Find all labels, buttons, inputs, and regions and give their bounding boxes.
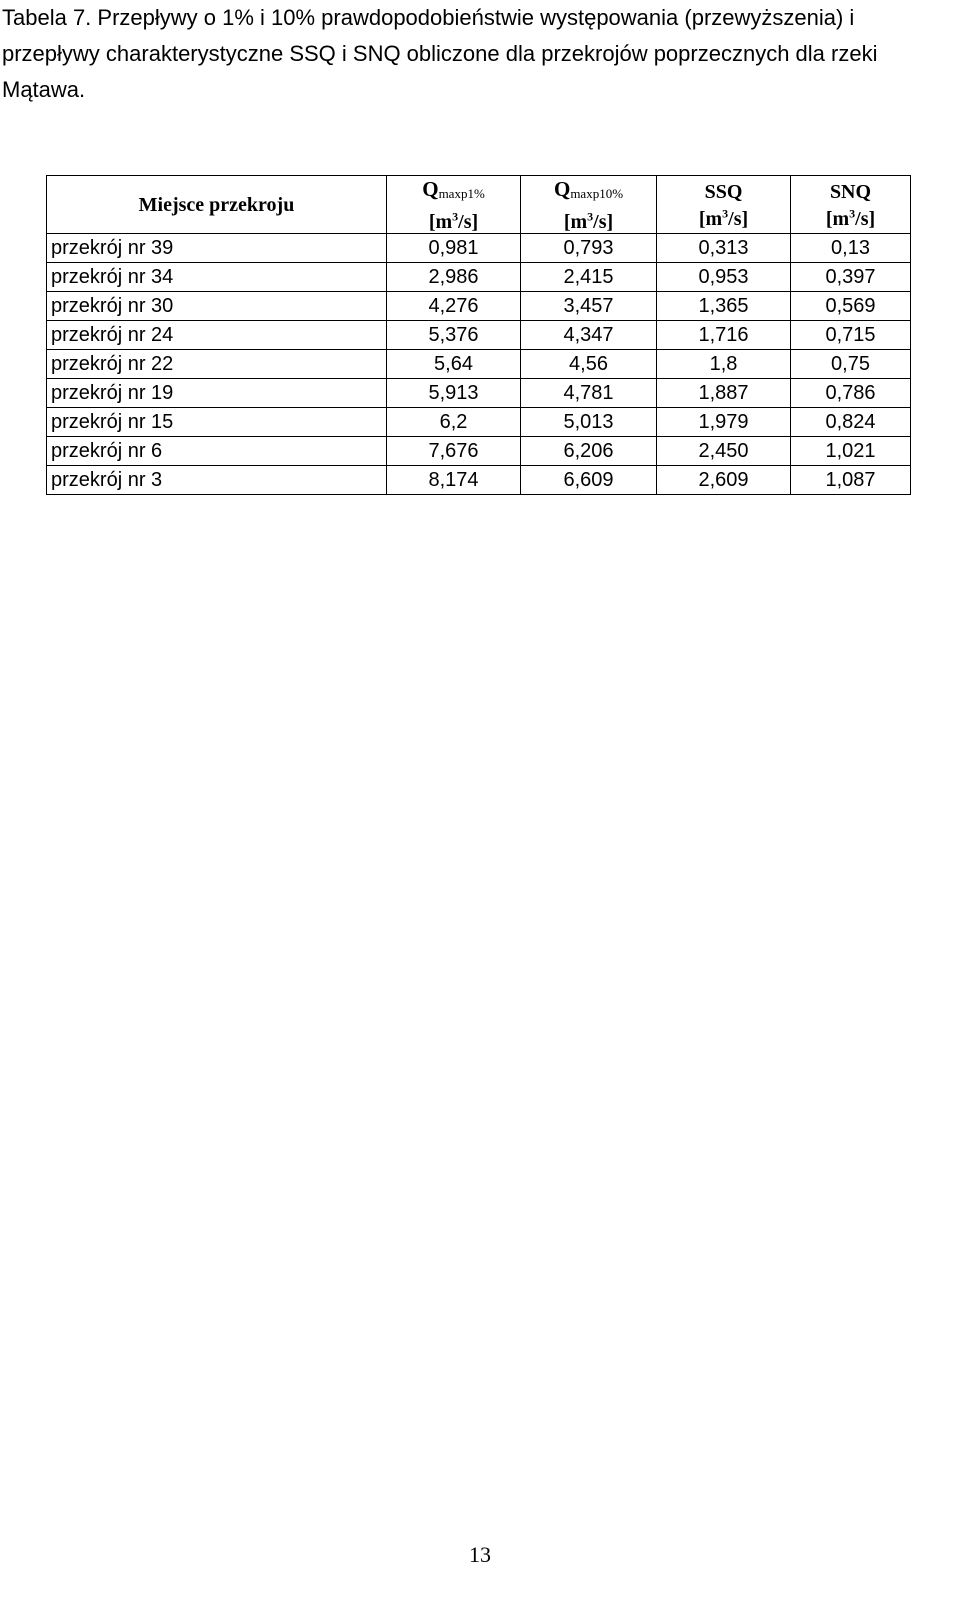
cell-snq: 0,13: [791, 233, 911, 262]
cell-q10: 6,206: [521, 436, 657, 465]
header-snq: [791, 176, 911, 234]
cell-q1: 5,913: [387, 378, 521, 407]
table-caption: Tabela 7. Przepływy o 1% i 10% prawdopodobieństwie występowania (przewyższenia) i przepływy charakterystyczne SSQ i SNQ obliczone dla przekrojów poprzecznych dla rzeki Mątawa.: [2, 5, 878, 102]
page-number: 13: [469, 1542, 491, 1567]
cell-snq: 0,397: [791, 262, 911, 291]
cell-ssq: 2,450: [657, 436, 791, 465]
table-header-row: [47, 176, 911, 234]
cell-q1: 2,986: [387, 262, 521, 291]
cell-place: przekrój nr 30: [47, 291, 387, 320]
table-row: [47, 291, 911, 320]
cell-snq: 0,715: [791, 320, 911, 349]
cell-q1: 8,174: [387, 465, 521, 494]
unit-post: /s]: [593, 210, 614, 233]
cell-q10: 4,347: [521, 320, 657, 349]
header-snq-unit: [826, 208, 875, 230]
cell-place: przekrój nr 15: [47, 407, 387, 436]
cell-q1: 7,676: [387, 436, 521, 465]
header-q10-subscript: maxp10%: [570, 186, 624, 201]
cell-place: przekrój nr 6: [47, 436, 387, 465]
unit-pre: [m: [825, 208, 850, 231]
header-q1-subscript: maxp1%: [438, 186, 485, 201]
unit-post: /s]: [458, 210, 479, 233]
header-ssq-unit: [699, 208, 748, 230]
cell-place: przekrój nr 19: [47, 378, 387, 407]
cell-ssq: 1,887: [657, 378, 791, 407]
cell-q1: 0,981: [387, 233, 521, 262]
cell-q10: 0,793: [521, 233, 657, 262]
header-q1: [387, 176, 521, 234]
unit-sup: 3: [452, 209, 459, 223]
header-q10: [521, 176, 657, 234]
cell-place: przekrój nr 3: [47, 465, 387, 494]
unit-pre: [m: [698, 208, 723, 231]
cell-place: przekrój nr 34: [47, 262, 387, 291]
header-q10-symbol: Q: [553, 177, 571, 201]
table-row: [47, 436, 911, 465]
unit-sup: 3: [722, 206, 729, 221]
cell-ssq: 2,609: [657, 465, 791, 494]
unit-sup: 3: [587, 209, 594, 223]
cell-ssq: 0,953: [657, 262, 791, 291]
unit-sup: 3: [849, 206, 856, 221]
cell-q10: 3,457: [521, 291, 657, 320]
header-ssq: [657, 176, 791, 234]
table-row: [47, 262, 911, 291]
table-row: [47, 349, 911, 378]
cell-q10: 4,56: [521, 349, 657, 378]
cell-q1: 5,64: [387, 349, 521, 378]
cell-q10: 5,013: [521, 407, 657, 436]
table-row: [47, 320, 911, 349]
header-q10-unit: [564, 211, 613, 233]
cell-ssq: 1,716: [657, 320, 791, 349]
table-row: [47, 465, 911, 494]
header-place: Miejsce przekroju: [47, 176, 387, 234]
cell-snq: 0,786: [791, 378, 911, 407]
header-snq-label: SNQ: [829, 180, 872, 203]
cell-snq: 0,824: [791, 407, 911, 436]
table-row: [47, 378, 911, 407]
cell-q10: 4,781: [521, 378, 657, 407]
header-q1-symbol: Q: [422, 177, 439, 201]
cell-q10: 6,609: [521, 465, 657, 494]
header-ssq-label: SSQ: [704, 180, 743, 203]
cell-snq: 1,021: [791, 436, 911, 465]
unit-post: /s]: [855, 208, 876, 231]
table-row: [47, 407, 911, 436]
header-q1-unit: [429, 211, 478, 233]
unit-post: /s]: [728, 208, 749, 231]
flow-table: [46, 175, 911, 495]
cell-snq: 1,087: [791, 465, 911, 494]
cell-place: przekrój nr 24: [47, 320, 387, 349]
unit-pre: [m: [428, 210, 453, 233]
cell-ssq: 1,979: [657, 407, 791, 436]
cell-snq: 0,569: [791, 291, 911, 320]
cell-q1: 4,276: [387, 291, 521, 320]
cell-ssq: 1,8: [657, 349, 791, 378]
cell-ssq: 0,313: [657, 233, 791, 262]
cell-snq: 0,75: [791, 349, 911, 378]
cell-q1: 6,2: [387, 407, 521, 436]
table-row: [47, 233, 911, 262]
cell-q1: 5,376: [387, 320, 521, 349]
cell-ssq: 1,365: [657, 291, 791, 320]
cell-place: przekrój nr 22: [47, 349, 387, 378]
cell-q10: 2,415: [521, 262, 657, 291]
cell-place: przekrój nr 39: [47, 233, 387, 262]
unit-pre: [m: [563, 210, 588, 233]
